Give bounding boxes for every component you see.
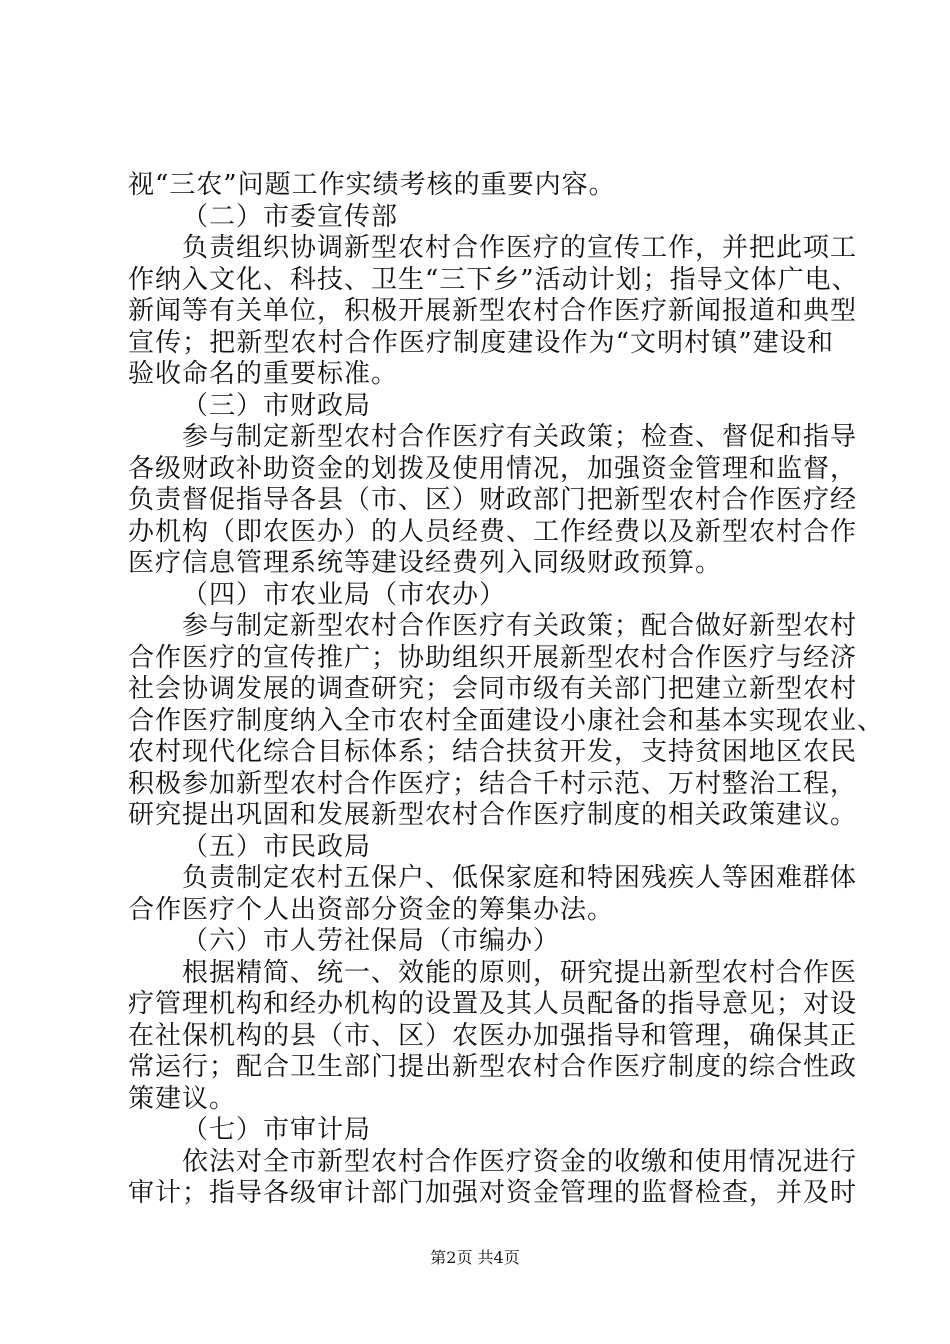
paragraph-line: 在社保机构的县（市、区）农医办加强指导和管理，确保其正: [128, 1020, 858, 1051]
section-heading: （三）市财政局: [182, 390, 372, 421]
paragraph-line: 医疗信息管理系统等建设经费列入同级财政预算。: [128, 548, 723, 578]
paragraph-line: 依法对全市新型农村合作医疗资金的收缴和使用情况进行: [182, 1146, 858, 1177]
section-heading: （四）市农业局（市农办）: [182, 579, 507, 610]
paragraph-line: 宣传；把新型农村合作医疗制度建设作为“文明村镇”建设和: [128, 327, 834, 358]
section-heading: （五）市民政局: [182, 831, 372, 862]
paragraph-line: 负责制定农村五保户、低保家庭和特困残疾人等困难群体: [182, 863, 858, 893]
paragraph-line: 各级财政补助资金的划拨及使用情况，加强资金管理和监督，: [128, 453, 858, 484]
paragraph-line: 负责组织协调新型农村合作医疗的宣传工作，并把此项工: [182, 233, 858, 263]
paragraph-line: 研究提出巩固和发展新型农村合作医疗制度的相关政策建议。: [128, 800, 858, 830]
paragraph-line: 积极参加新型农村合作医疗；结合千村示范、万村整治工程，: [128, 768, 858, 799]
paragraph-line: 办机构（即农医办）的人员经费、工作经费以及新型农村合作: [128, 516, 858, 547]
section-heading: （六）市人劳社保局（市编办）: [182, 926, 561, 956]
paragraph-line: 参与制定新型农村合作医疗有关政策；配合做好新型农村: [182, 611, 858, 641]
paragraph-line: 审计；指导各级审计部门加强对资金管理的监督检查，并及时: [128, 1178, 858, 1208]
paragraph-line: 视“三农”问题工作实绩考核的重要内容。: [128, 170, 616, 200]
paragraph-line: 作纳入文化、科技、卫生“三下乡”活动计划；指导文体广电、: [128, 264, 859, 295]
section-heading: （二）市委宣传部: [182, 201, 399, 232]
paragraph-line: 验收命名的重要标准。: [128, 359, 399, 389]
paragraph-line: 农村现代化综合目标体系；结合扶贫开发，支持贫困地区农民: [128, 737, 858, 767]
paragraph-line: 负责督促指导各县（市、区）财政部门把新型农村合作医疗经: [128, 485, 858, 515]
page-footer: 第2页 共4页: [430, 1248, 520, 1267]
paragraph-line: 常运行；配合卫生部门提出新型农村合作医疗制度的综合性政: [128, 1052, 858, 1082]
paragraph-line: 新闻等有关单位，积极开展新型农村合作医疗新闻报道和典型: [128, 296, 858, 326]
paragraph-line: 策建议。: [128, 1083, 237, 1114]
paragraph-line: 合作医疗的宣传推广；协助组织开展新型农村合作医疗与经济: [128, 642, 858, 673]
paragraph-line: 参与制定新型农村合作医疗有关政策；检查、督促和指导: [182, 422, 858, 452]
paragraph-line: 合作医疗制度纳入全市农村全面建设小康社会和基本实现农业、: [128, 705, 885, 736]
paragraph-line: 合作医疗个人出资部分资金的筹集办法。: [128, 894, 615, 925]
paragraph-line: 根据精简、统一、效能的原则，研究提出新型农村合作医: [182, 957, 858, 988]
paragraph-line: 疗管理机构和经办机构的设置及其人员配备的指导意见；对设: [128, 989, 858, 1019]
section-heading: （七）市审计局: [182, 1115, 372, 1145]
document-body: [128, 170, 885, 1210]
paragraph-line: 社会协调发展的调查研究；会同市级有关部门把建立新型农村: [128, 674, 858, 704]
